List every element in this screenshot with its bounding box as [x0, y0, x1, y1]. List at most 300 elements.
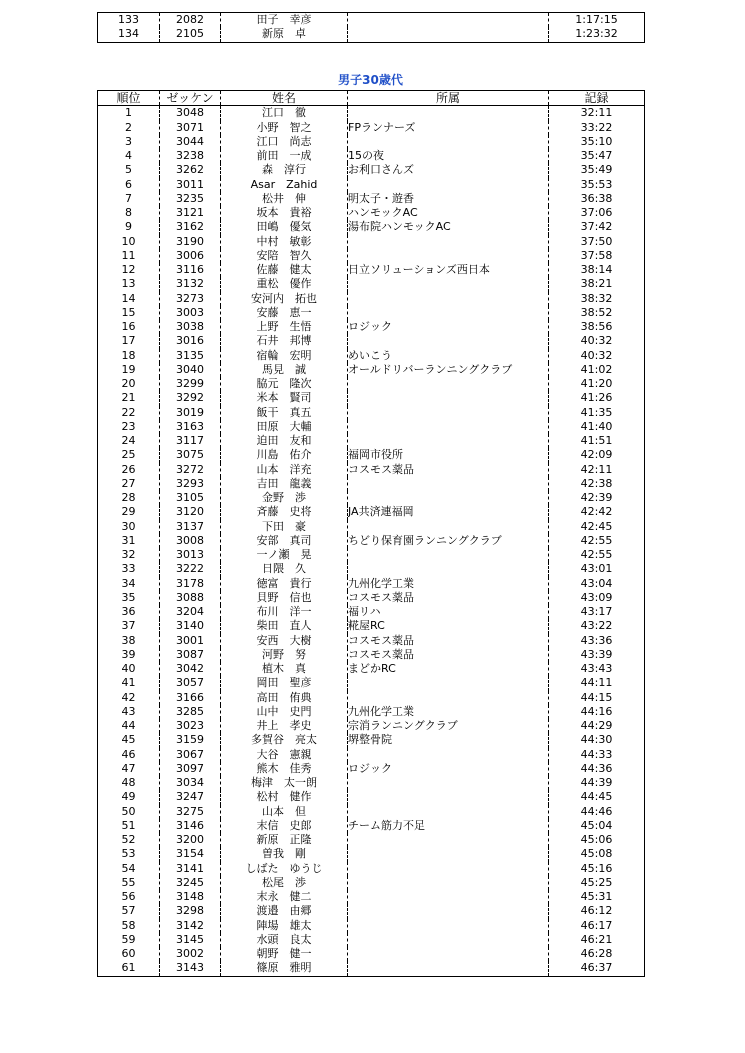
time-cell: 38:52 — [549, 306, 645, 320]
table-row — [98, 862, 645, 876]
table-header-row — [98, 91, 645, 106]
name-cell: 安陪 智久 — [221, 249, 348, 263]
rank-cell: 45 — [98, 733, 160, 747]
name-cell: 貝野 信也 — [221, 591, 348, 605]
bib-cell: 3008 — [160, 534, 221, 548]
bib-cell: 3137 — [160, 520, 221, 534]
rank-cell: 14 — [98, 292, 160, 306]
affiliation-cell — [348, 862, 549, 876]
rank-cell: 34 — [98, 577, 160, 591]
table-row — [98, 377, 645, 391]
affiliation-cell — [348, 292, 549, 306]
name-cell: 水頭 良太 — [221, 933, 348, 947]
affiliation-cell: 日立ソリューションズ西日本 — [348, 263, 549, 277]
name-cell: 石井 邦博 — [221, 334, 348, 348]
rank-cell: 36 — [98, 605, 160, 619]
time-cell: 44:36 — [549, 762, 645, 776]
table-row — [98, 477, 645, 491]
rank-cell: 4 — [98, 149, 160, 163]
results-body — [98, 106, 645, 976]
rank-cell: 24 — [98, 434, 160, 448]
bib-cell: 3148 — [160, 890, 221, 904]
name-cell: 陣場 雄太 — [221, 919, 348, 933]
bib-cell: 3292 — [160, 391, 221, 405]
name-cell: 朝野 健一 — [221, 947, 348, 961]
name-cell: 宿輪 宏明 — [221, 349, 348, 363]
affiliation-cell — [348, 235, 549, 249]
rank-cell: 7 — [98, 192, 160, 206]
time-cell: 38:56 — [549, 320, 645, 334]
rank-cell: 33 — [98, 562, 160, 576]
affiliation-cell: お利口さんズ — [348, 163, 549, 177]
rank-cell: 10 — [98, 235, 160, 249]
table-row — [98, 890, 645, 904]
name-cell: Asar Zahid — [221, 178, 348, 192]
rank-cell: 1 — [98, 106, 160, 121]
rank-cell: 21 — [98, 391, 160, 405]
time-cell: 42:55 — [549, 534, 645, 548]
table-row — [98, 577, 645, 591]
affiliation-cell — [348, 249, 549, 263]
name-cell: 植木 真 — [221, 662, 348, 676]
affiliation-cell: コスモス薬品 — [348, 648, 549, 662]
table-row — [98, 491, 645, 505]
affiliation-cell — [348, 406, 549, 420]
name-cell: 飯干 真五 — [221, 406, 348, 420]
name-cell: 小野 智之 — [221, 121, 348, 135]
name-cell: 前田 一成 — [221, 149, 348, 163]
name-cell: 大谷 憲親 — [221, 748, 348, 762]
affiliation-cell: コスモス薬品 — [348, 463, 549, 477]
affiliation-cell: JA共済連福岡 — [348, 505, 549, 519]
table-row — [98, 762, 645, 776]
time-cell: 42:39 — [549, 491, 645, 505]
affiliation-cell — [348, 420, 549, 434]
rank-cell: 30 — [98, 520, 160, 534]
bib-cell: 3142 — [160, 919, 221, 933]
rank-cell: 48 — [98, 776, 160, 790]
table-row — [98, 733, 645, 747]
table-row — [98, 306, 645, 320]
rank-cell: 37 — [98, 619, 160, 633]
previous-results-body — [98, 13, 645, 43]
table-row — [98, 805, 645, 819]
table-row — [98, 634, 645, 648]
affiliation-cell: 糀屋RC — [348, 619, 549, 633]
time-cell: 1:23:32 — [549, 27, 645, 42]
name-cell: 松井 伸 — [221, 192, 348, 206]
rank-cell: 55 — [98, 876, 160, 890]
rank-cell: 47 — [98, 762, 160, 776]
name-cell: 安部 真司 — [221, 534, 348, 548]
name-cell: 柴田 直人 — [221, 619, 348, 633]
table-row — [98, 819, 645, 833]
table-row — [98, 676, 645, 690]
bib-cell: 3159 — [160, 733, 221, 747]
rank-cell: 5 — [98, 163, 160, 177]
name-cell: 脇元 隆次 — [221, 377, 348, 391]
name-cell: 梅津 太一朗 — [221, 776, 348, 790]
rank-cell: 11 — [98, 249, 160, 263]
bib-cell: 3121 — [160, 206, 221, 220]
affiliation-cell: 明太子・遊香 — [348, 192, 549, 206]
name-cell: 篠原 雅明 — [221, 961, 348, 976]
bib-cell: 3067 — [160, 748, 221, 762]
table-row — [98, 434, 645, 448]
time-cell: 37:50 — [549, 235, 645, 249]
time-cell: 44:33 — [549, 748, 645, 762]
rank-cell: 35 — [98, 591, 160, 605]
table-row — [98, 705, 645, 719]
affiliation-cell — [348, 106, 549, 121]
bib-cell: 3145 — [160, 933, 221, 947]
affiliation-cell — [348, 676, 549, 690]
time-cell: 45:31 — [549, 890, 645, 904]
affiliation-cell: コスモス薬品 — [348, 634, 549, 648]
time-cell: 35:53 — [549, 178, 645, 192]
bib-cell: 3075 — [160, 448, 221, 462]
time-cell: 38:32 — [549, 292, 645, 306]
rank-cell: 17 — [98, 334, 160, 348]
time-cell: 43:39 — [549, 648, 645, 662]
bib-cell: 3120 — [160, 505, 221, 519]
affiliation-cell — [348, 805, 549, 819]
name-cell: 坂本 貴裕 — [221, 206, 348, 220]
time-cell: 37:42 — [549, 220, 645, 234]
time-cell: 44:45 — [549, 790, 645, 804]
bib-cell: 2105 — [160, 27, 221, 42]
bib-cell: 3262 — [160, 163, 221, 177]
rank-cell: 53 — [98, 847, 160, 861]
name-cell: 山中 史門 — [221, 705, 348, 719]
name-cell: 松村 健作 — [221, 790, 348, 804]
time-cell: 33:22 — [549, 121, 645, 135]
bib-cell: 3222 — [160, 562, 221, 576]
bib-cell: 3044 — [160, 135, 221, 149]
affiliation-cell: ハンモックAC — [348, 206, 549, 220]
name-cell: 金野 渉 — [221, 491, 348, 505]
rank-cell: 60 — [98, 947, 160, 961]
rank-cell: 13 — [98, 277, 160, 291]
bib-cell: 3293 — [160, 477, 221, 491]
rank-cell: 15 — [98, 306, 160, 320]
time-cell: 41:40 — [549, 420, 645, 434]
bib-cell: 3285 — [160, 705, 221, 719]
table-row — [98, 605, 645, 619]
rank-cell: 43 — [98, 705, 160, 719]
affiliation-cell — [348, 477, 549, 491]
rank-cell: 57 — [98, 904, 160, 918]
rank-cell: 16 — [98, 320, 160, 334]
table-row — [98, 363, 645, 377]
affiliation-cell: ロジック — [348, 762, 549, 776]
affiliation-cell: 宗消ランニングクラブ — [348, 719, 549, 733]
name-cell: 岡田 聖彦 — [221, 676, 348, 690]
table-row — [98, 904, 645, 918]
name-cell: 安藤 恵一 — [221, 306, 348, 320]
rank-cell: 44 — [98, 719, 160, 733]
time-cell: 41:51 — [549, 434, 645, 448]
table-row — [98, 833, 645, 847]
name-cell: 馬見 誠 — [221, 363, 348, 377]
affiliation-cell — [348, 933, 549, 947]
time-cell: 44:15 — [549, 691, 645, 705]
table-row — [98, 505, 645, 519]
time-cell: 42:11 — [549, 463, 645, 477]
bib-cell: 3019 — [160, 406, 221, 420]
table-row — [98, 847, 645, 861]
time-cell: 45:08 — [549, 847, 645, 861]
affiliation-cell: オールドリバーランニングクラブ — [348, 363, 549, 377]
rank-cell: 6 — [98, 178, 160, 192]
table-row — [98, 719, 645, 733]
name-cell: 熊木 佳秀 — [221, 762, 348, 776]
rank-cell: 28 — [98, 491, 160, 505]
rank-cell: 134 — [98, 27, 160, 42]
time-cell: 43:36 — [549, 634, 645, 648]
name-cell: 中村 敏彰 — [221, 235, 348, 249]
table-row — [98, 13, 645, 28]
rank-cell: 3 — [98, 135, 160, 149]
name-cell: 斉藤 史将 — [221, 505, 348, 519]
affiliation-cell — [348, 27, 549, 42]
affiliation-cell: 福リハ — [348, 605, 549, 619]
name-cell: 佐藤 健太 — [221, 263, 348, 277]
name-cell: 日隈 久 — [221, 562, 348, 576]
name-cell: 末永 健二 — [221, 890, 348, 904]
table-row — [98, 420, 645, 434]
name-cell: 曽我 剛 — [221, 847, 348, 861]
time-cell: 35:49 — [549, 163, 645, 177]
rank-cell: 40 — [98, 662, 160, 676]
bib-cell: 3071 — [160, 121, 221, 135]
table-row — [98, 919, 645, 933]
bib-cell: 3088 — [160, 591, 221, 605]
rank-cell: 51 — [98, 819, 160, 833]
bib-cell: 3204 — [160, 605, 221, 619]
affiliation-cell — [348, 13, 549, 28]
name-cell: 重松 優作 — [221, 277, 348, 291]
rank-cell: 49 — [98, 790, 160, 804]
bib-cell: 3299 — [160, 377, 221, 391]
name-cell: 新原 卓 — [221, 27, 348, 42]
bib-cell: 3048 — [160, 106, 221, 121]
time-cell: 46:37 — [549, 961, 645, 976]
bib-cell: 3275 — [160, 805, 221, 819]
section-title: 男子30歳代 — [338, 73, 403, 87]
affiliation-cell: 湯布院ハンモックAC — [348, 220, 549, 234]
bib-cell: 3087 — [160, 648, 221, 662]
bib-cell: 3023 — [160, 719, 221, 733]
table-row — [98, 947, 645, 961]
table-row — [98, 406, 645, 420]
rank-cell: 26 — [98, 463, 160, 477]
table-row — [98, 876, 645, 890]
time-cell: 36:38 — [549, 192, 645, 206]
time-cell: 42:55 — [549, 548, 645, 562]
time-cell: 37:06 — [549, 206, 645, 220]
affiliation-cell — [348, 334, 549, 348]
affiliation-cell: 九州化学工業 — [348, 577, 549, 591]
rank-cell: 32 — [98, 548, 160, 562]
time-cell: 45:25 — [549, 876, 645, 890]
bib-cell: 3117 — [160, 434, 221, 448]
rank-cell: 46 — [98, 748, 160, 762]
affiliation-cell — [348, 277, 549, 291]
name-cell: 安河内 拓也 — [221, 292, 348, 306]
rank-cell: 54 — [98, 862, 160, 876]
name-cell: 布川 洋一 — [221, 605, 348, 619]
bib-cell: 3247 — [160, 790, 221, 804]
time-cell: 45:06 — [549, 833, 645, 847]
table-row — [98, 562, 645, 576]
affiliation-cell: 15の夜 — [348, 149, 549, 163]
rank-cell: 42 — [98, 691, 160, 705]
rank-cell: 2 — [98, 121, 160, 135]
time-cell: 38:14 — [549, 263, 645, 277]
time-cell: 37:58 — [549, 249, 645, 263]
name-cell: 江口 徹 — [221, 106, 348, 121]
affiliation-cell: 九州化学工業 — [348, 705, 549, 719]
header-name: 姓名 — [221, 91, 348, 106]
time-cell: 43:09 — [549, 591, 645, 605]
bib-cell: 3003 — [160, 306, 221, 320]
time-cell: 43:43 — [549, 662, 645, 676]
rank-cell: 31 — [98, 534, 160, 548]
table-row — [98, 27, 645, 42]
bib-cell: 3011 — [160, 178, 221, 192]
table-row — [98, 249, 645, 263]
bib-cell: 3245 — [160, 876, 221, 890]
rank-cell: 25 — [98, 448, 160, 462]
rank-cell: 29 — [98, 505, 160, 519]
table-row — [98, 220, 645, 234]
affiliation-cell — [348, 919, 549, 933]
time-cell: 1:17:15 — [549, 13, 645, 28]
table-row — [98, 192, 645, 206]
affiliation-cell: まどかRC — [348, 662, 549, 676]
table-row — [98, 748, 645, 762]
affiliation-cell — [348, 520, 549, 534]
bib-cell: 2082 — [160, 13, 221, 28]
affiliation-cell: 福岡市役所 — [348, 448, 549, 462]
time-cell: 45:16 — [549, 862, 645, 876]
name-cell: 上野 生悟 — [221, 320, 348, 334]
name-cell: 迫田 友和 — [221, 434, 348, 448]
table-row — [98, 334, 645, 348]
table-row — [98, 619, 645, 633]
affiliation-cell: 堺整骨院 — [348, 733, 549, 747]
bib-cell: 3040 — [160, 363, 221, 377]
name-cell: 江口 尚志 — [221, 135, 348, 149]
bib-cell: 3154 — [160, 847, 221, 861]
table-row — [98, 178, 645, 192]
rank-cell: 8 — [98, 206, 160, 220]
table-row — [98, 961, 645, 976]
time-cell: 42:38 — [549, 477, 645, 491]
affiliation-cell — [348, 790, 549, 804]
rank-cell: 41 — [98, 676, 160, 690]
time-cell: 45:04 — [549, 819, 645, 833]
bib-cell: 3132 — [160, 277, 221, 291]
rank-cell: 50 — [98, 805, 160, 819]
rank-cell: 9 — [98, 220, 160, 234]
affiliation-cell: めいこう — [348, 349, 549, 363]
bib-cell: 3097 — [160, 762, 221, 776]
rank-cell: 22 — [98, 406, 160, 420]
rank-cell: 27 — [98, 477, 160, 491]
table-row — [98, 691, 645, 705]
bib-cell: 3272 — [160, 463, 221, 477]
name-cell: 川島 佑介 — [221, 448, 348, 462]
table-row — [98, 135, 645, 149]
table-row — [98, 277, 645, 291]
affiliation-cell — [348, 434, 549, 448]
bib-cell: 3238 — [160, 149, 221, 163]
table-row — [98, 163, 645, 177]
name-cell: 新原 正隆 — [221, 833, 348, 847]
time-cell: 32:11 — [549, 106, 645, 121]
rank-cell: 61 — [98, 961, 160, 976]
table-row — [98, 263, 645, 277]
previous-results-table — [97, 12, 645, 43]
time-cell: 44:30 — [549, 733, 645, 747]
time-cell: 38:21 — [549, 277, 645, 291]
rank-cell: 52 — [98, 833, 160, 847]
name-cell: 田原 大輔 — [221, 420, 348, 434]
table-row — [98, 149, 645, 163]
bib-cell: 3057 — [160, 676, 221, 690]
table-row — [98, 349, 645, 363]
name-cell: 下田 豪 — [221, 520, 348, 534]
name-cell: しばた ゆうじ — [221, 862, 348, 876]
affiliation-cell — [348, 876, 549, 890]
rank-cell: 39 — [98, 648, 160, 662]
name-cell: 末信 史郎 — [221, 819, 348, 833]
bib-cell: 3235 — [160, 192, 221, 206]
affiliation-cell: FPランナーズ — [348, 121, 549, 135]
table-row — [98, 463, 645, 477]
bib-cell: 3002 — [160, 947, 221, 961]
time-cell: 43:17 — [549, 605, 645, 619]
header-affiliation: 所属 — [348, 91, 549, 106]
bib-cell: 3016 — [160, 334, 221, 348]
affiliation-cell — [348, 890, 549, 904]
affiliation-cell — [348, 776, 549, 790]
time-cell: 42:09 — [549, 448, 645, 462]
affiliation-cell — [348, 491, 549, 505]
name-cell: 森 淳行 — [221, 163, 348, 177]
affiliation-cell: コスモス薬品 — [348, 591, 549, 605]
time-cell: 40:32 — [549, 334, 645, 348]
affiliation-cell: チーム筋力不足 — [348, 819, 549, 833]
table-row — [98, 648, 645, 662]
affiliation-cell — [348, 135, 549, 149]
name-cell: 吉田 龍義 — [221, 477, 348, 491]
affiliation-cell: ちどり保育園ランニングクラブ — [348, 534, 549, 548]
table-row — [98, 292, 645, 306]
affiliation-cell: ロジック — [348, 320, 549, 334]
bib-cell: 3143 — [160, 961, 221, 976]
bib-cell: 3135 — [160, 349, 221, 363]
table-row — [98, 520, 645, 534]
table-row — [98, 790, 645, 804]
time-cell: 46:12 — [549, 904, 645, 918]
affiliation-cell — [348, 562, 549, 576]
bib-cell: 3178 — [160, 577, 221, 591]
name-cell: 河野 努 — [221, 648, 348, 662]
affiliation-cell — [348, 391, 549, 405]
